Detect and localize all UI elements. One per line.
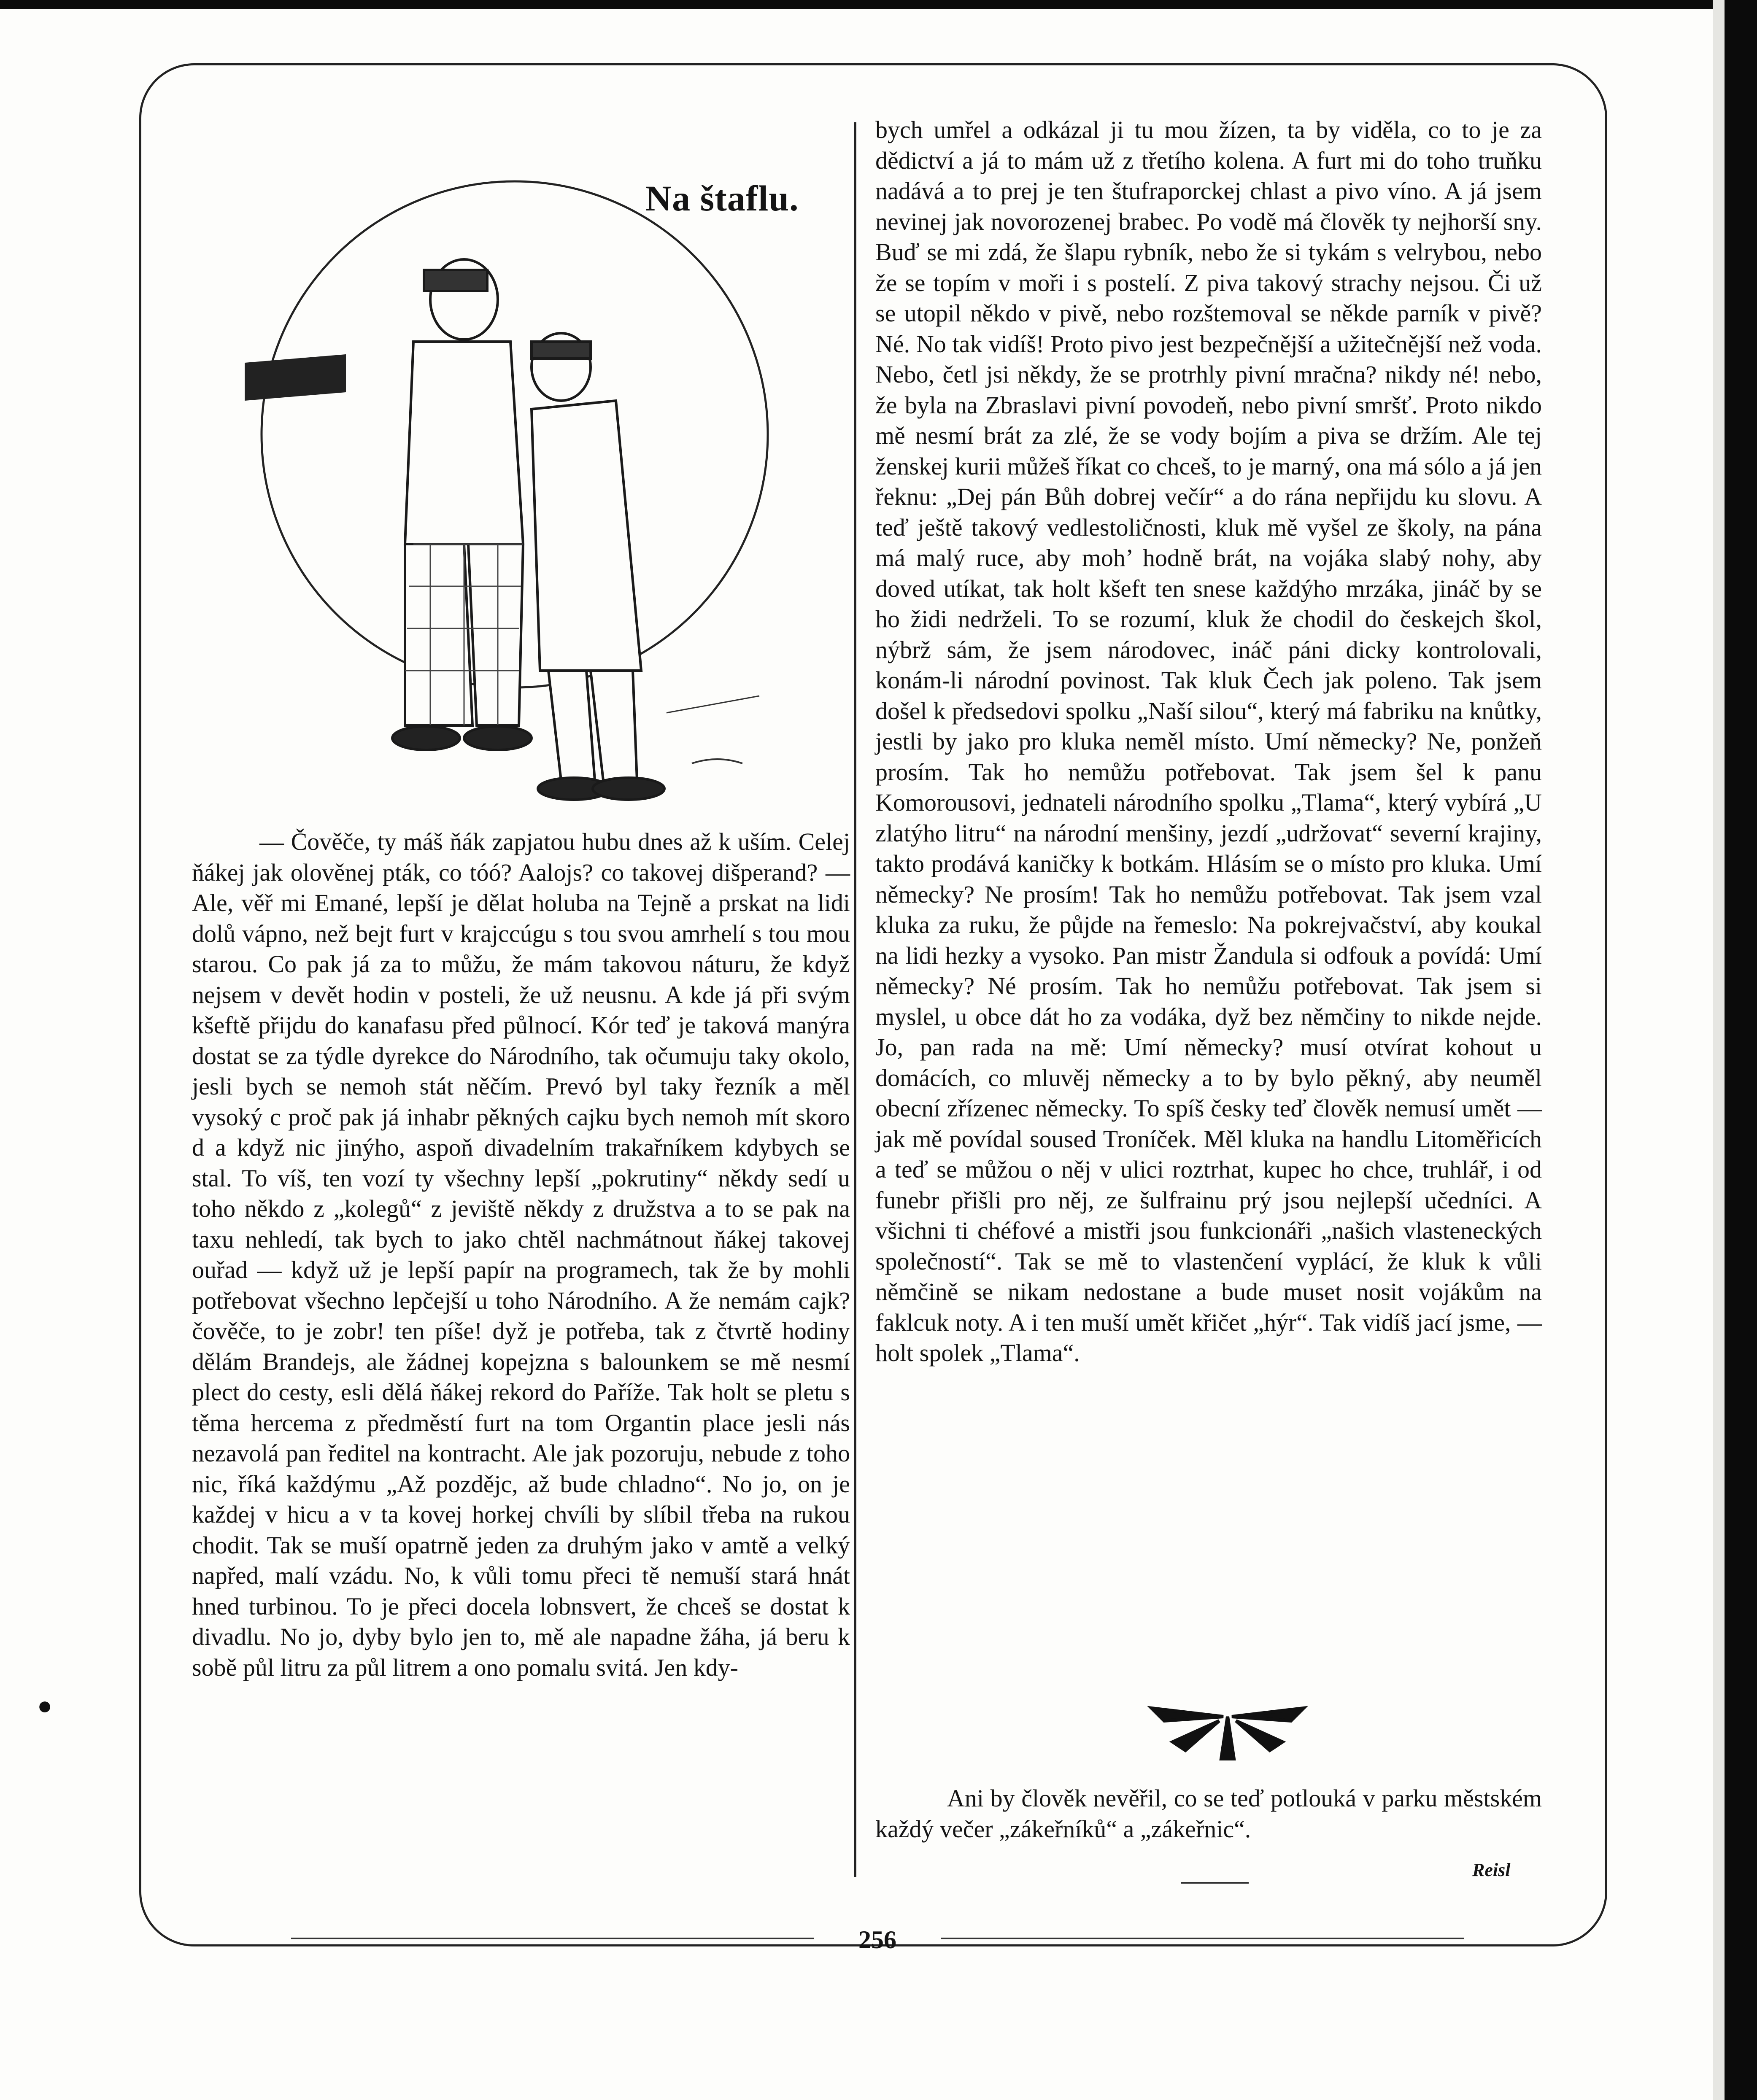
counter-ledge: [245, 354, 346, 401]
tall-figure-left-shoe: [392, 726, 460, 750]
short-figure-coat: [532, 401, 641, 671]
closing-note: [875, 1783, 1542, 1844]
page-number: 256: [858, 1926, 896, 1954]
ground-hatching: [667, 696, 759, 713]
short-figure-right-shoe: [593, 778, 664, 800]
article-text-right: bych umřel a odkázal ji tu mou žízen, ta by viděla, co to je za dědictví a já to mám už z třetího kolena. A furt mi do toho truňku nadává a to prej je ten štufraporckej chlast a pivo víno. A já jsem nevinej jak novorozenej brabec. Po vodě má člověk ty nejhorší sny. Buď se mi zdá, že šlapu rybník, nebo že si tykám s velrybou, nebo že se topím v moři i s postelí. Z piva takový strachy nejsou. Či už se utopil někdo v pivě, nebo rozštemoval se někde parník v pivě? Né. No tak vidíš! Proto pivo jest bezpečnější a užitečnější než voda. Nebo, četl jsi někdy, že se protrhly pivní mračna? nikdy né! nebo, že byla na Zbraslavi pivní povodeň, nebo pivní smršť. Proto nikdo mě nesmí brát za zlé, že se vody bojím a piva se držím. Ale tej ženskej kurii můžeš říkat co chceš, to je marný, ona má sólo a já jen řeknu: „Dej pán Bůh dobrej večír“ a do rána nepřijdu ku slovu. A teď ještě takový vedlestoličnosti, kluk mě vyšel ze školy, na pána má malý ruce, aby moh’ hodně brát, na vojáka slabý nohy, aby doved utíkat, tak holt kšeft ten snese každýho mrzáka, jináč by se ho židi nedrželi. To se rozumí, kluk že chodil do českejch škol, nýbrž sám, že jsem národovec, ináč páni dicky kontrolovali, konám-li národní povinost. Tak kluk Čech jak poleno. Tak jsem došel k předsedovi spolku „Naší silou“, který má fabriku na knůtky, jestli by jako pro kluka neměl místo. Umí německy? Ne, ponžeň prosím. Tak ho nemůžu potřebovat. Tak jsem šel k panu Komorousovi, jednateli národního spolku „Tlama“, který vybírá „U zlatýho litru“ na národní menšiny, jezdí „udržovat“ severní krajiny, takto prodává kaničky k botkám. Hlásím se o místo pro kluka. Umí německy? Ne prosím! Tak ho nemůžu potřebovat. Tak jsem vzal kluka za ruku, že půjde na řemeslo: Na pokrejvačství, aby koukal na lidi hezky a vysoko. Pan mistr Žandula si odfouk a povídá: Umí německy? Né prosím. Tak ho nemůžu potřebovat. Tak jsem si myslel, u obce dát ho za vodáka, dyž bez němčiny to nikde nejde. Jo, pan rada na mě: Umí německy? musí otvírat kohout u domácích, co mluvěj německy a to by bylo pěkný, aby neuměl obecní zřízenec německy. To spíš česky teď člověk nemusí umět — jak mě povídal soused Troníček. Měl kluka na handlu Litoměřicích a teď se můžou o něj v ulici roztrhat, kupec ho chce, truhlář, i od funebr přišli pro něj, ze šulfrainu prý jsou nejlepší učedníci. A všichni ti chéfové a mistři jsou funkcionáři „našich vlasteneckých společností“. Tak se mě to vlastenčení vyplácí, že kluk k vůli němčině se nikam nedostane a bude muset nosit vojákům na faklcuk noty. A i ten muší umět křičet „hýr“. Tak vidíš jací jsme, — holt spolek „Tlama“.: [875, 116, 1542, 1367]
tall-figure-coat: [405, 342, 523, 544]
short-figure-cap: [532, 342, 591, 359]
short-figure-left-leg: [548, 671, 595, 780]
short-figure-right-leg: [591, 671, 637, 780]
closing-note-text: Ani by člověk nevěřil, co se teď potlouká v parku městském každý večer „zákeřníků“ a „zákeřnic“.: [875, 1785, 1542, 1843]
cartoon-illustration: [169, 164, 844, 814]
footer-rule-left: [291, 1938, 814, 1939]
cartoon-figure-short: [532, 333, 664, 800]
article-title: Na štaflu.: [645, 178, 799, 218]
tall-figure-right-leg: [468, 544, 523, 725]
artist-signature-scribble: [692, 759, 742, 763]
scan-right-edge-shadow: [1713, 0, 1725, 2100]
scan-top-edge: [0, 0, 1757, 9]
scan-right-edge: [1725, 0, 1757, 2100]
note-rule: [1181, 1882, 1249, 1884]
article-column-right: [875, 115, 1542, 1369]
column-divider: [854, 122, 856, 1877]
tall-figure-left-leg: [405, 544, 472, 725]
footer-rule-right: [941, 1938, 1464, 1939]
author-signature: Reisl: [1472, 1860, 1511, 1880]
cartoon-figure-tall: [392, 259, 532, 750]
tall-figure-right-shoe: [464, 726, 532, 750]
section-ornament: [1147, 1691, 1308, 1763]
article-text-left: — Čověče, ty máš ňák zapjatou hubu dnes až k uším. Celej ňákej jak olověnej pták, co tóó? Aalojs? co takovej dišperand? — Ale, věř mi Emané, lepší je dělat holuba na Tejně a prskat na lidi dolů vápno, než bejt furt v krajccúgu s tou svou amrhelí s tou mou starou. Co pak já za to můžu, že mám takovou náturu, že když nejsem v devět hodin v posteli, že už neusnu. A kde já při svým kšeftě přijdu do kanafasu před půlnocí. Kór teď je taková manýra dostat se za týdle dyrekce do Národního, tak očumuju taky okolo, jesli bych se nemoh stát něčím. Prevó byl taky řezník a měl vysoký c proč pak já inhabr pěkných cajku bych nemoh mít skoro d a když nic jinýho, aspoň divadelním trakařníkem kdybych se stal. To víš, ten vozí ty všechny lepší „pokrutiny“ někdy sedí u toho někdo z „kolegů“ z jeviště někdy z družstva a to se pak na taxu nehledí, tak bych to jako chtěl nachmátnout ňákej takovej ouřad — když už je lepší papír na programech, tak že by mohli potřebovat všechno lepčejší u toho Národního. A že nemám cajk? čověče, to je zobr! ten píše! dyž je potřeba, tak z čtvrtě hodiny dělám Brandejs, ale žádnej kopejzna s balounkem se mě nesmí plect do cesty, esli dělá ňákej rekord do Paříže. Tak holt se pletu s těma hercema z předměstí furt na tom Organtin place jesli nás nezavolá pan ředitel na kontracht. Ale jak pozoruju, nebude z toho nic, říká každýmu „Až pozdějc, až bude chladno“. No jo, on je každej v hicu a v ta kovej horkej chvíli by slíbil třeba na rukou chodit. Tak se muší opatrně jeden za druhým jako v amtě a velký napřed, malí vzádu. No, k vůli tomu přeci tě nemuší stará hnát hned turbinou. To je přeci docela lobnsvert, že chceš se dostat k divadlu. No jo, dyby bylo jen to, mě ale napadne žáha, já beru k sobě půl litru za půl litrem a ono pomalu svitá. Jen kdy-: [192, 828, 850, 1681]
tall-figure-cap: [424, 270, 487, 291]
margin-ink-mark: ●: [37, 1692, 53, 1720]
article-column-left: [192, 827, 850, 1683]
